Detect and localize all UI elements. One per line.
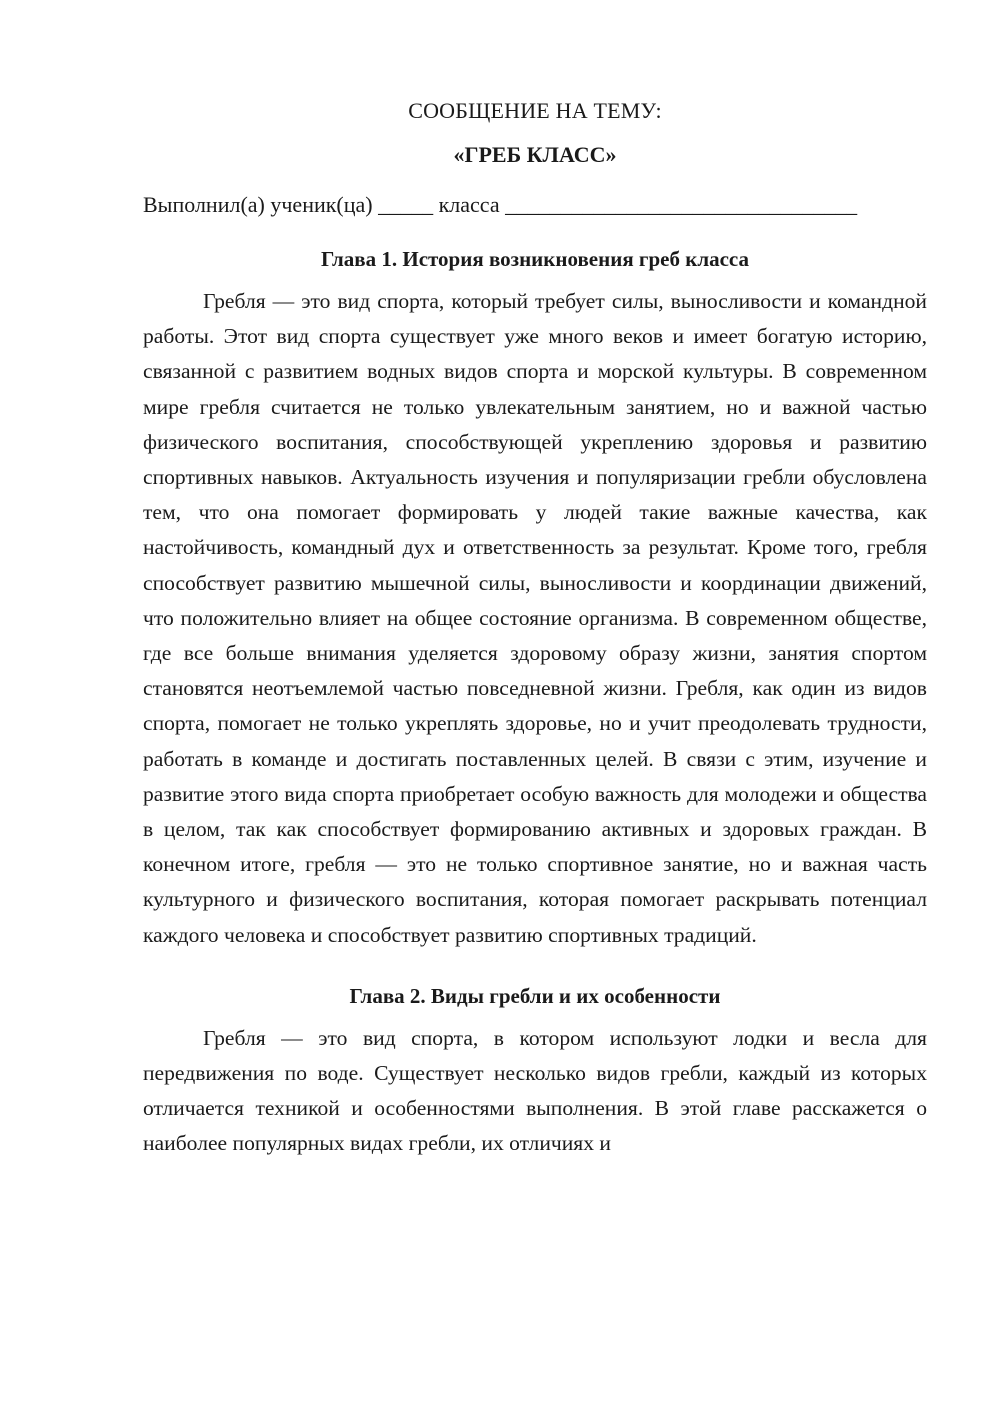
chapter-1-heading: Глава 1. История возникновения греб класса [321,247,749,271]
document-subtitle: «ГРЕБ КЛАСС» [453,142,617,167]
document-title: СООБЩЕНИЕ НА ТЕМУ: [408,98,662,123]
author-line: Выполнил(а) ученик(ца) _____ класса ________________________________ [143,192,858,217]
document-page [143,96,927,1162]
chapter-2-heading: Глава 2. Виды гребли и их особенности [349,983,721,1008]
chapter-2-paragraph: Гребля — это вид спорта, в котором используют лодки и весла для передвижения по воде. Существует несколько видов гребли, каждый из которых отличается техникой и особенностями выполнения. В этой главе расскажется о наиболее популярных видах гребли, их отличиях и [143,1025,927,1156]
chapter-1-paragraph: Гребля — это вид спорта, который требует силы, выносливости и командной работы. Этот вид спорта существует уже много веков и имеет богатую историю, связанной с развитием водных видов спорта и морской культуры. В современном мире гребля считается не только увлекательным занятием, но и важной частью физического воспитания, способствующей укреплению здоровья и развитию спортивных навыков. Актуальность изучения и популяризации гребли обусловлена тем, что она помогает формировать у людей такие важные качества, как настойчивость, командный дух и ответственность за результат. Кроме того, гребля способствует развитию мышечной силы, выносливости и координации движений, что положительно влияет на общее состояние организма. В современном обществе, где все больше внимания уделяется здоровому образу жизни, занятия спортом становятся неотъемлемой частью повседневной жизни. Гребля, как один из видов спорта, помогает не только укреплять здоровье, но и учит преодолевать трудности, работать в команде и достигать поставленных целей. В связи с этим, изучение и развитие этого вида спорта приобретает особую важность для молодежи и общества в целом, так как способствует формированию активных и здоровых граждан. В конечном итоге, гребля — это не только спортивное занятие, но и важная часть культурного и физического воспитания, которая помогает раскрывать потенциал каждого человека и способствует развитию спортивных традиций. [143,289,927,947]
